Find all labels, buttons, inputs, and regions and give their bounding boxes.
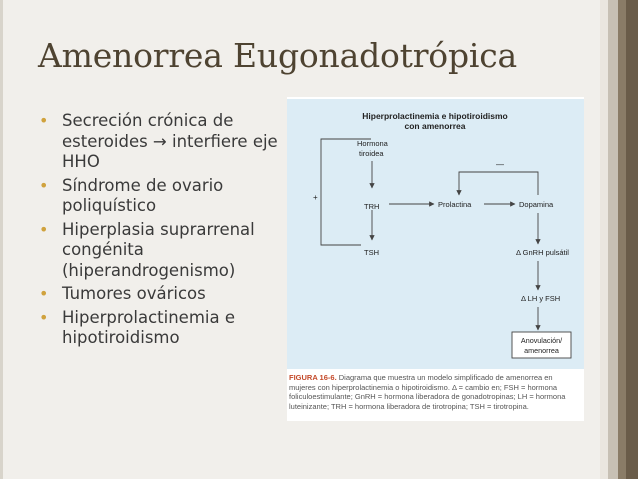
diagram-title-line1: Hiperprolactinemia e hipotiroidismo	[362, 111, 508, 121]
node-hormona-tiroidea-line1: Hormona	[357, 139, 388, 148]
stripe-1	[600, 0, 608, 479]
sign-plus: +	[313, 193, 318, 202]
bullet-text: Secreción crónica de esteroides → interfiere eje HHO	[62, 111, 278, 171]
bullet-dot-icon: •	[39, 175, 49, 195]
bullet-text: Hiperprolactinemia e hipotiroidismo	[62, 307, 235, 347]
node-hormona-tiroidea-line2: tiroidea	[359, 149, 384, 158]
bullet-item-hiperplasia	[38, 220, 296, 282]
bullet-text: Hiperplasia suprarrenal congénita (hiperandrogenismo)	[62, 219, 255, 280]
sign-minus: —	[496, 160, 504, 169]
figure-caption-text: Diagrama que muestra un modelo simplificado de amenorrea en mujeres con hiperprolactinemia o hipotiroidismo. Δ = cambio en; FSH = hormona foliculoestimulante; GnRH = hormona liberadora de gonadotropinas; LH = hormona luteinizante; TRH = hormona liberadora de tirotropina; TSH = tirotropina.	[289, 373, 566, 411]
slide-title: Amenorrea Eugonadotrópica	[38, 36, 518, 75]
bullet-item-hiperprolactinemia	[38, 308, 296, 349]
stripe-2	[608, 0, 618, 479]
stripe-3	[618, 0, 626, 479]
figure-16-6	[287, 97, 584, 421]
flow-diagram-svg	[287, 99, 584, 369]
node-prolactina: Prolactina	[438, 200, 472, 209]
bullet-dot-icon: •	[39, 219, 49, 239]
node-trh: TRH	[364, 202, 380, 211]
stripe-4	[626, 0, 638, 479]
node-gnrh: Δ GnRH pulsátil	[516, 248, 569, 257]
bullet-dot-icon: •	[39, 284, 49, 303]
bullet-text: Síndrome de ovario poliquístico	[62, 175, 224, 215]
node-dopamina: Dopamina	[519, 200, 554, 209]
node-tsh: TSH	[364, 248, 379, 257]
node-anovulacion-line2: amenorrea	[524, 346, 559, 355]
bullet-item-esteroides	[38, 111, 296, 173]
bullet-dot-icon: •	[39, 111, 49, 130]
decorative-right-stripes	[600, 0, 638, 479]
bullet-list	[38, 111, 296, 352]
arrow-dopamina-inhibits-prolactina	[459, 172, 538, 195]
bullet-item-tumores	[38, 284, 296, 305]
diagram-title-line2: con amenorrea	[404, 121, 466, 131]
figure-caption-label: FIGURA 16-6.	[289, 373, 337, 382]
figure-caption	[289, 373, 581, 411]
node-anovulacion-line1: Anovulación/	[520, 336, 563, 345]
bullet-item-sop	[38, 176, 296, 217]
bullet-dot-icon: •	[39, 307, 49, 327]
left-border-band	[0, 0, 3, 479]
bullet-text: Tumores ováricos	[62, 284, 206, 303]
flow-diagram	[287, 99, 584, 369]
node-lh-fsh: Δ LH y FSH	[521, 294, 561, 303]
